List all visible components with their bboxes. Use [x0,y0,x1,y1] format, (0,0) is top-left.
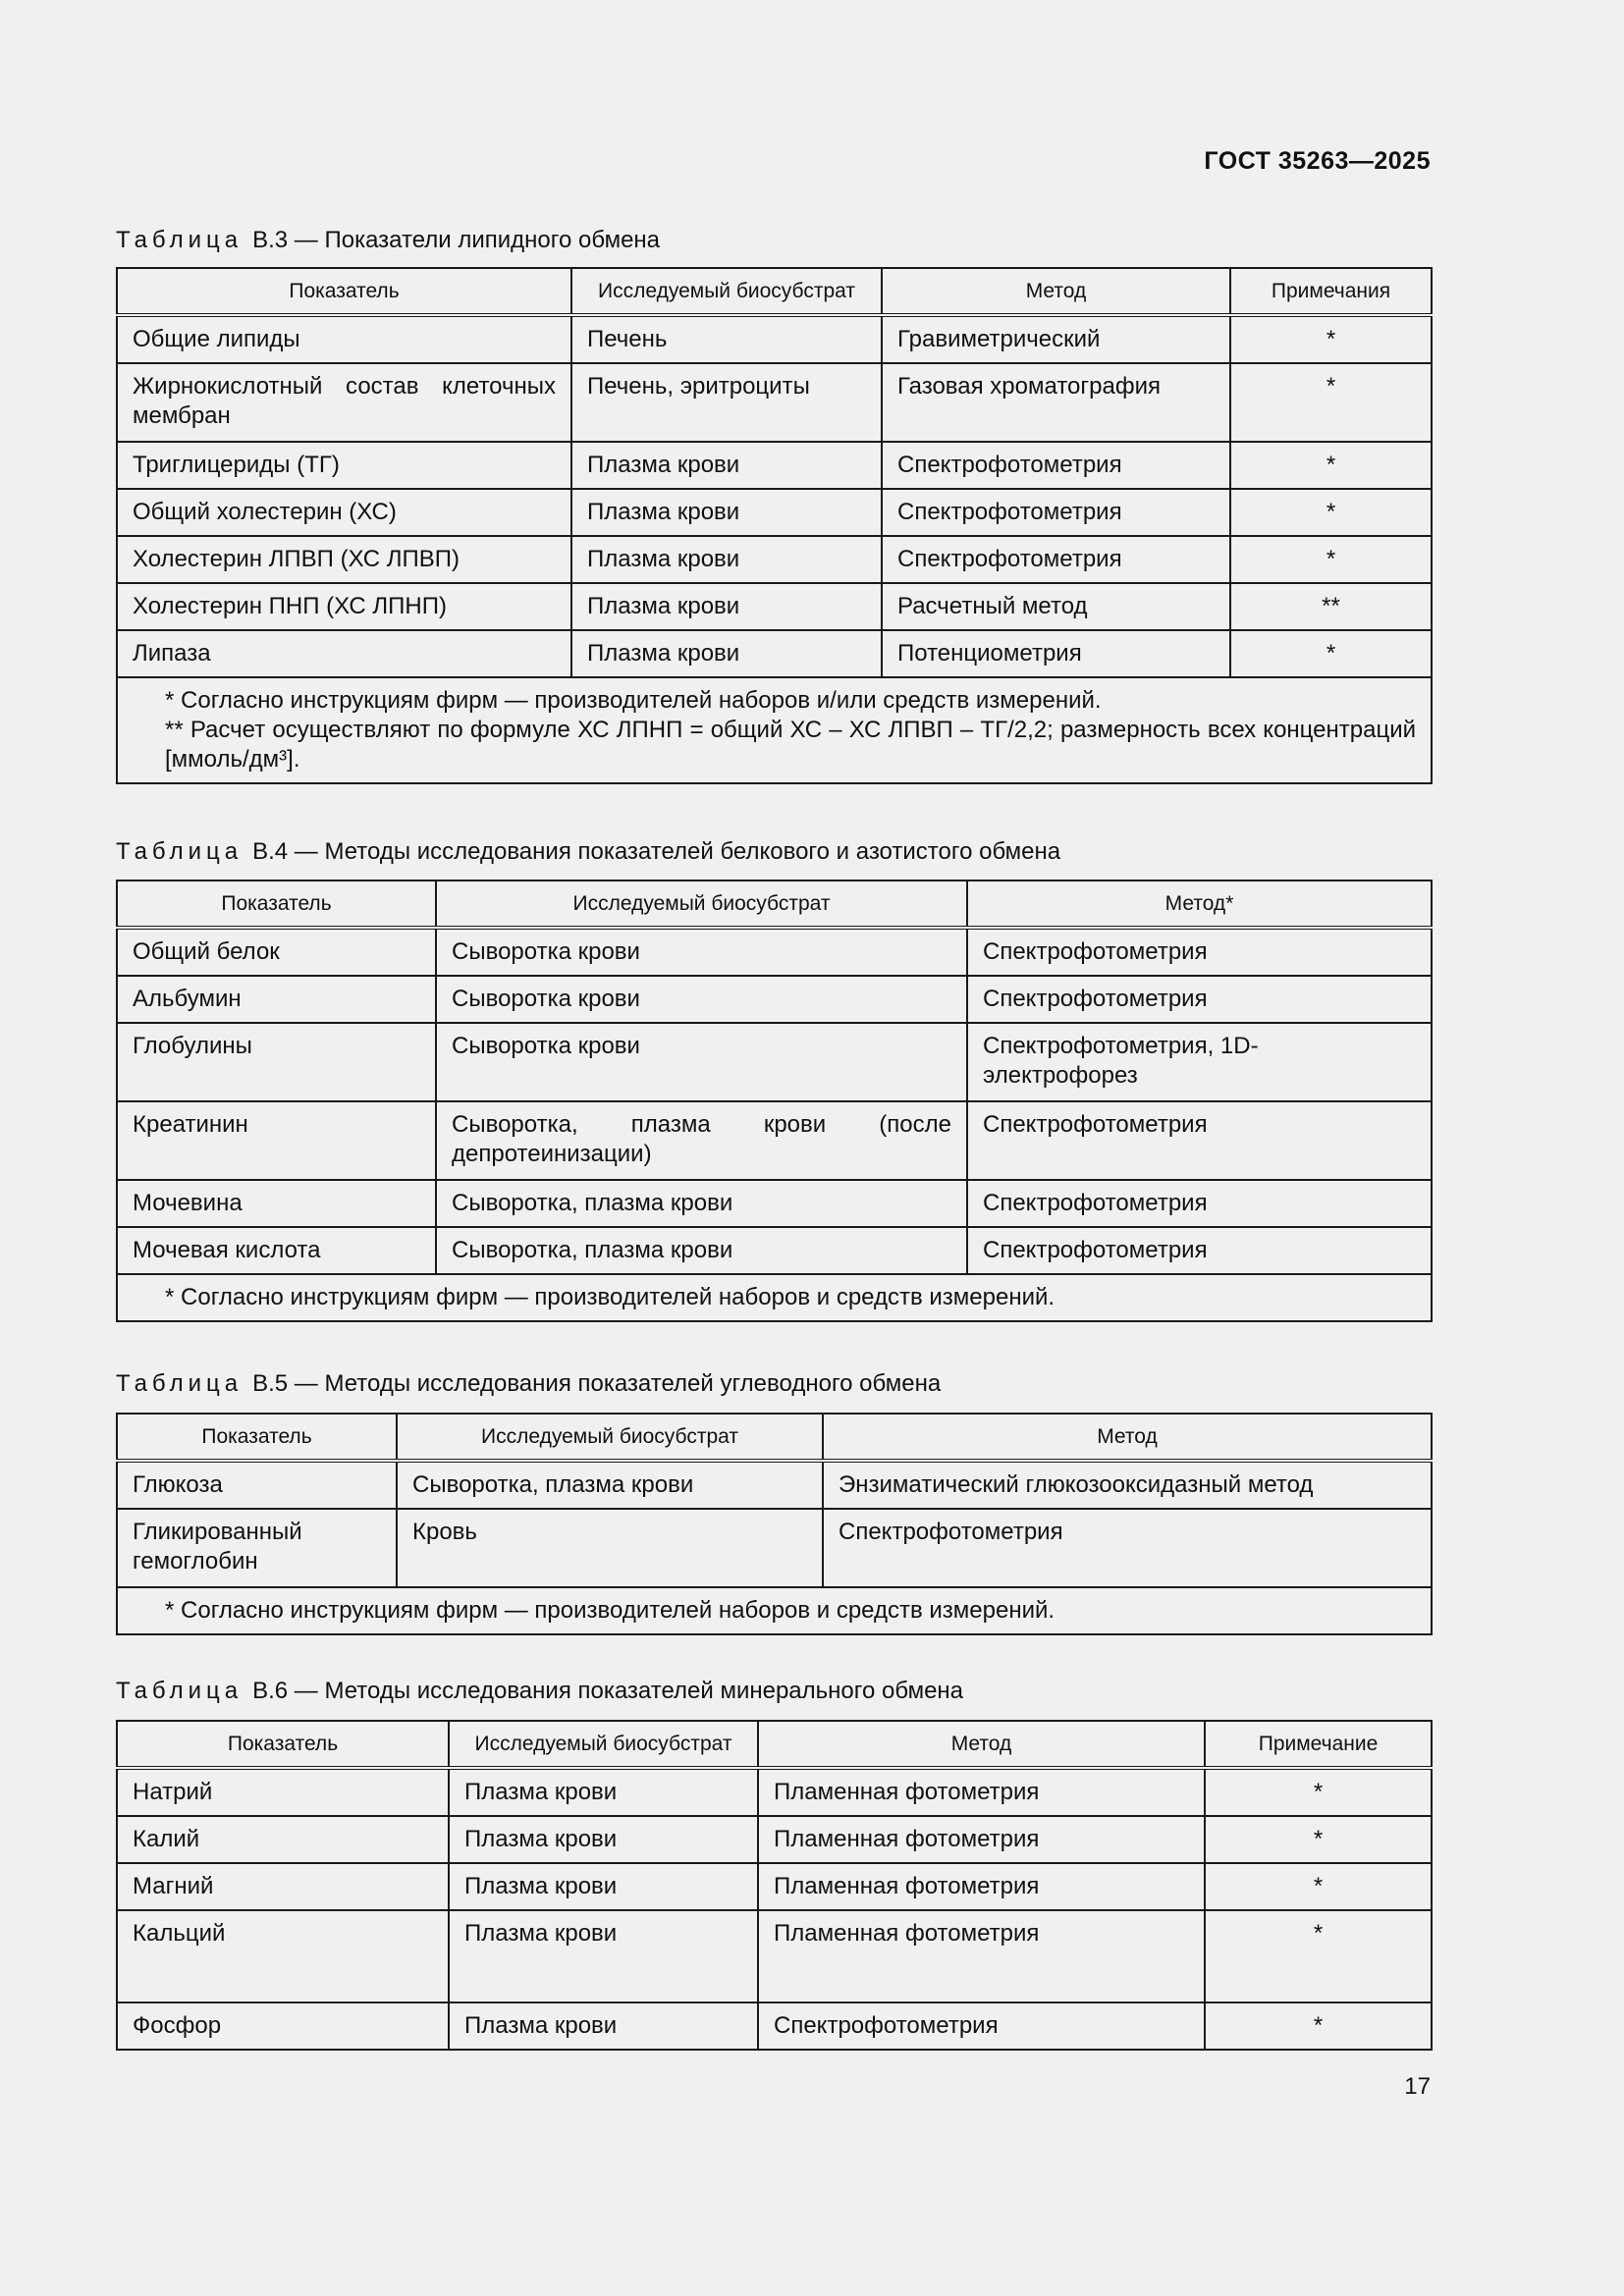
table-cell: Мочевая кислота [117,1227,436,1274]
column-header: Метод [758,1721,1205,1768]
table-cell: * [1230,442,1432,489]
mineral-table [116,1720,1433,2051]
protein-table [116,880,1433,1322]
table-cell: Пламенная фотометрия [758,1910,1205,2002]
page-number: 17 [1404,2073,1431,2100]
table-cell: Расчетный метод [882,583,1230,630]
table-caption [116,226,660,255]
table-cell: Кальций [117,1910,449,2002]
lipid-table [116,267,1433,784]
table-cell: Общие липиды [117,315,571,363]
table-cell: * [1230,536,1432,583]
table-cell: Сыворотка, плазма крови [436,1180,967,1227]
table-cell: Глюкоза [117,1461,397,1509]
table-cell: Жирнокислотный состав клеточных мембран [117,363,571,442]
caption-title: В.4 — Методы исследования показателей белкового и азотистого обмена [252,838,1061,865]
column-header: Показатель [117,881,436,928]
table-cell: Спектрофотометрия [882,489,1230,536]
column-header: Показатель [117,1721,449,1768]
table-cell: * [1230,363,1432,442]
table-cell: * [1230,630,1432,677]
table-row [117,630,1432,677]
table-cell: Сыворотка крови [436,928,967,976]
table-cell: Плазма крови [449,1816,758,1863]
column-header: Метод [823,1414,1432,1461]
table-cell: Сыворотка, плазма крови (после депротеинизации) [436,1101,967,1180]
table-cell: Плазма крови [571,489,882,536]
table-cell: Спектрофотометрия [823,1509,1432,1587]
table-footnote: * Согласно инструкциям фирм — производителей наборов и средств измерений. [117,1274,1432,1321]
table-cell: Плазма крови [449,1910,758,2002]
table-cell: Гравиметрический [882,315,1230,363]
table-row [117,1509,1432,1587]
table-footnote: * Согласно инструкциям фирм — производителей наборов и средств измерений. [117,1587,1432,1634]
caption-title: В.5 — Методы исследования показателей углеводного обмена [252,1370,942,1397]
caption-label: Таблица [116,838,244,865]
table-cell: * [1205,1863,1432,1910]
table-cell: Магний [117,1863,449,1910]
table-cell: Энзиматический глюкозооксидазный метод [823,1461,1432,1509]
column-header: Примечания [1230,268,1432,315]
caption-title: В.6 — Методы исследования показателей минерального обмена [252,1678,964,1704]
table-cell: Общий белок [117,928,436,976]
table-cell: Гликированный гемоглобин [117,1509,397,1587]
table-cell: Плазма крови [571,442,882,489]
table-cell: Пламенная фотометрия [758,1816,1205,1863]
table-cell: Плазма крови [449,2002,758,2050]
table-cell: Липаза [117,630,571,677]
table-cell: Триглицериды (ТГ) [117,442,571,489]
table-row [117,489,1432,536]
table-caption [116,1369,941,1399]
column-header: Исследуемый биосубстрат [436,881,967,928]
table-cell: Плазма крови [571,536,882,583]
column-header: Метод [882,268,1230,315]
table-row [117,442,1432,489]
table-row [117,583,1432,630]
column-header: Метод* [967,881,1432,928]
table-cell: Спектрофотометрия [967,1101,1432,1180]
column-header: Исследуемый биосубстрат [397,1414,823,1461]
table-cell: Калий [117,1816,449,1863]
table-cell: Фосфор [117,2002,449,2050]
table-cell: Спектрофотометрия [967,976,1432,1023]
table-cell: Сыворотка, плазма крови [436,1227,967,1274]
table-footnote-row [117,1587,1432,1634]
table-cell: * [1230,315,1432,363]
table-footnote [117,677,1432,783]
document-code: ГОСТ 35263—2025 [1204,147,1431,175]
caption-label: Таблица [116,227,244,253]
table-cell: Пламенная фотометрия [758,1768,1205,1816]
table-caption [116,837,1060,867]
footnote-text: * Согласно инструкциям фирм — производителей наборов и/или средств измерений. [165,687,1102,714]
caption-label: Таблица [116,1370,244,1397]
table-cell: Креатинин [117,1101,436,1180]
table-row [117,2002,1432,2050]
table-row [117,1863,1432,1910]
table-cell: * [1205,2002,1432,2050]
table-row [117,1023,1432,1101]
table-cell: Спектрофотометрия [882,442,1230,489]
table-cell: Печень [571,315,882,363]
table-row [117,536,1432,583]
table-cell: Спектрофотометрия [758,2002,1205,2050]
table-cell: Спектрофотометрия [967,928,1432,976]
table-row [117,1768,1432,1816]
table-cell: Сыворотка крови [436,976,967,1023]
table-cell: Пламенная фотометрия [758,1863,1205,1910]
table-row [117,1227,1432,1274]
table-row [117,1816,1432,1863]
table-footnote-row [117,1274,1432,1321]
table-cell: Сыворотка крови [436,1023,967,1101]
table-row [117,363,1432,442]
table-cell: Спектрофотометрия [882,536,1230,583]
carbohydrate-table [116,1413,1433,1635]
caption-label: Таблица [116,1678,244,1704]
table-cell: Плазма крови [449,1863,758,1910]
table-cell: * [1205,1768,1432,1816]
table-cell: * [1205,1816,1432,1863]
column-header: Примечание [1205,1721,1432,1768]
column-header: Показатель [117,1414,397,1461]
footnote-text: ** Расчет осуществляют по формуле ХС ЛПНП = общий ХС – ХС ЛПВП – ТГ/2,2; размерность всех концентраций [ммоль/дм³]. [165,717,1416,773]
table-cell: Кровь [397,1509,823,1587]
table-cell: Общий холестерин (ХС) [117,489,571,536]
table-cell: ** [1230,583,1432,630]
column-header: Показатель [117,268,571,315]
table-row [117,1910,1432,2002]
table-cell: Печень, эритроциты [571,363,882,442]
table-cell: Альбумин [117,976,436,1023]
table-cell: Спектрофотометрия, 1D-электрофорез [967,1023,1432,1101]
table-row [117,1461,1432,1509]
table-row [117,976,1432,1023]
table-footnote-row [117,677,1432,783]
table-cell: Сыворотка, плазма крови [397,1461,823,1509]
table-cell: Газовая хроматография [882,363,1230,442]
table-cell: Мочевина [117,1180,436,1227]
table-cell: Натрий [117,1768,449,1816]
column-header: Исследуемый биосубстрат [571,268,882,315]
table-cell: Холестерин ПНП (ХС ЛПНП) [117,583,571,630]
table-row [117,928,1432,976]
table-cell: * [1230,489,1432,536]
table-row [117,1180,1432,1227]
table-cell: Плазма крови [449,1768,758,1816]
column-header: Исследуемый биосубстрат [449,1721,758,1768]
table-cell: Холестерин ЛПВП (ХС ЛПВП) [117,536,571,583]
table-cell: Потенциометрия [882,630,1230,677]
table-caption [116,1677,963,1706]
table-row [117,1101,1432,1180]
table-cell: Спектрофотометрия [967,1227,1432,1274]
caption-title: В.3 — Показатели липидного обмена [252,227,661,253]
table-row [117,315,1432,363]
table-cell: Плазма крови [571,583,882,630]
table-cell: Спектрофотометрия [967,1180,1432,1227]
table-cell: Плазма крови [571,630,882,677]
table-cell: Глобулины [117,1023,436,1101]
table-cell: * [1205,1910,1432,2002]
